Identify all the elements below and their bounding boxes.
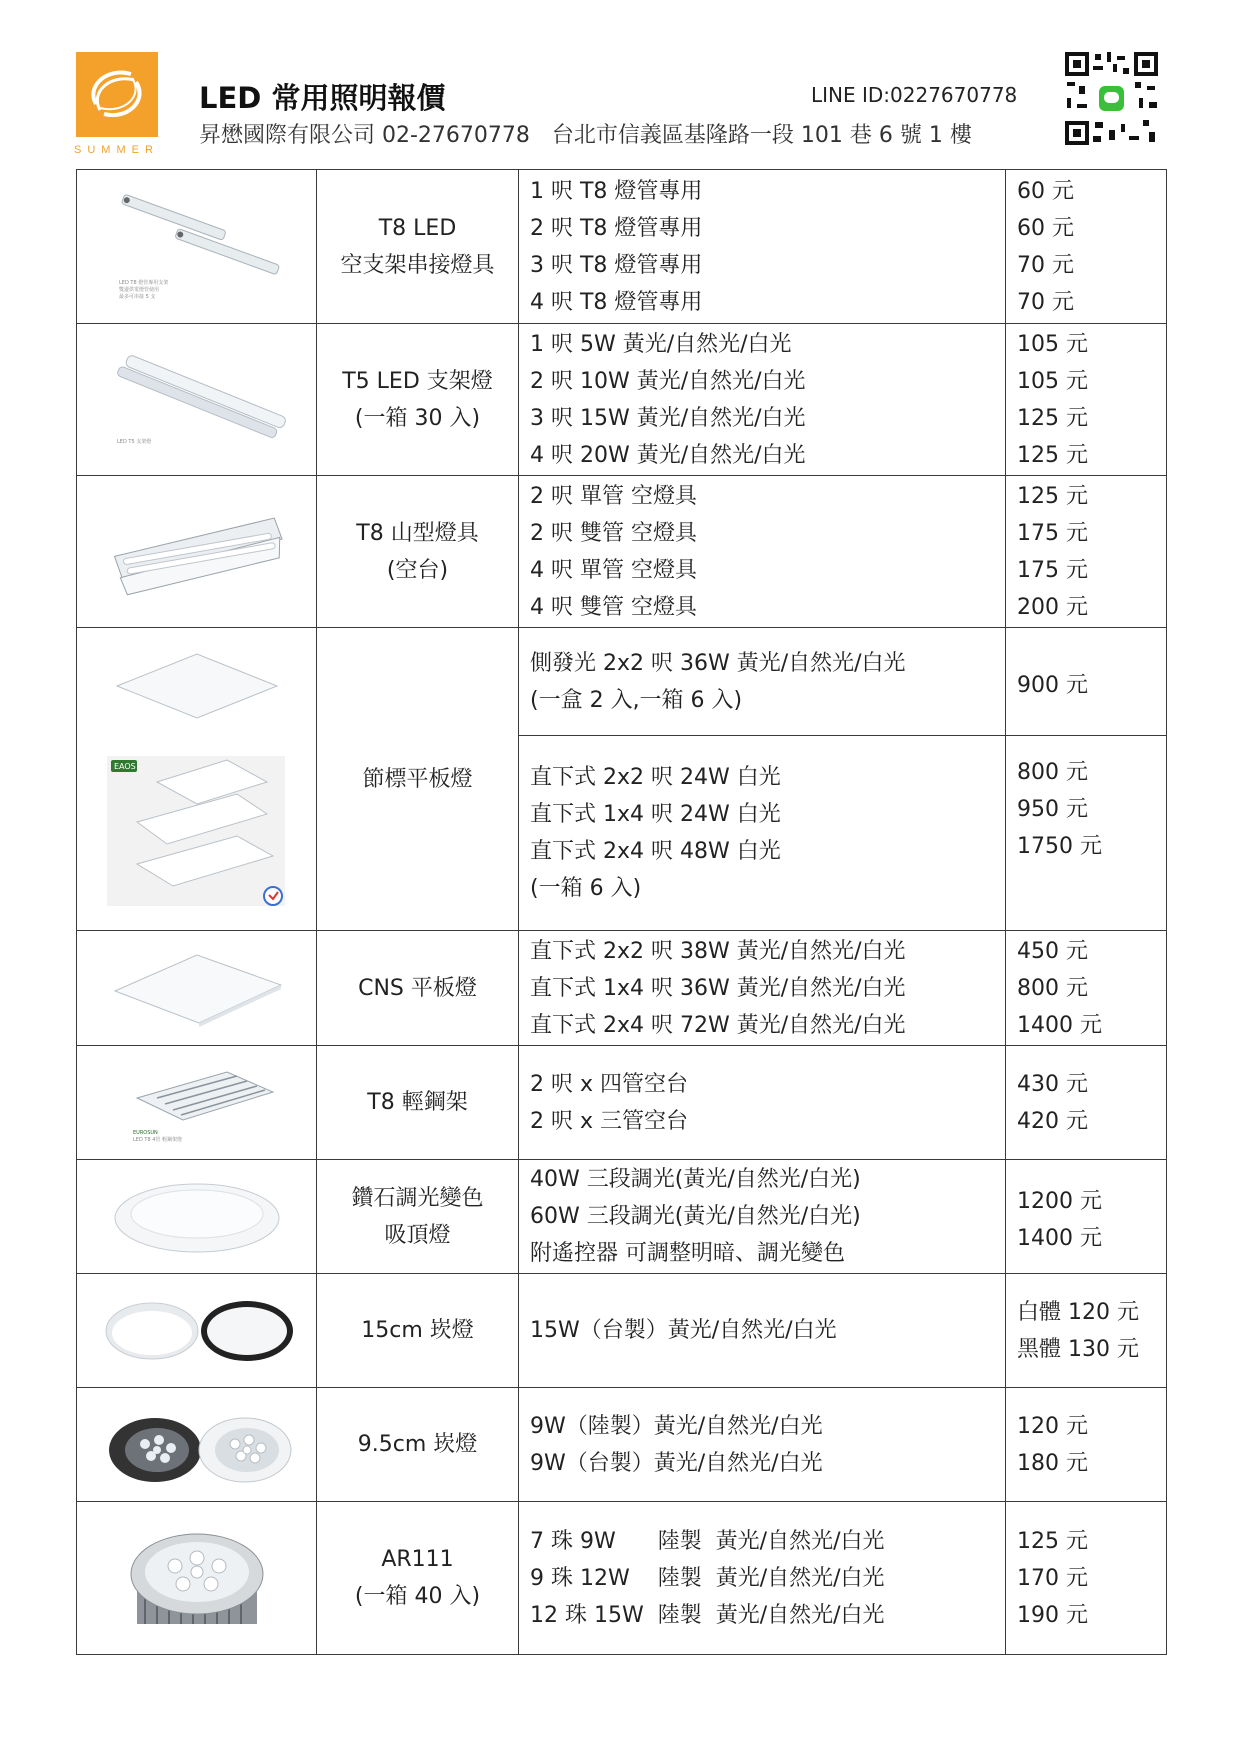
spec-cell: [519, 170, 1006, 324]
price-cell: [1006, 170, 1167, 324]
price-line: 125 元: [1017, 442, 1088, 468]
image-caption-line-2: 雙邊供電燈管使用: [118, 286, 159, 293]
price-line: 190 元: [1017, 1602, 1088, 1628]
line-id: LINE ID:0227670778: [811, 83, 1018, 107]
energy-label-panel-image: [97, 644, 297, 914]
summer-logo: [74, 50, 160, 160]
spec-cell: [519, 931, 1006, 1046]
t5-tube-light-image: [97, 345, 297, 455]
spec-line: 直下式 2x4 呎 48W 白光: [530, 839, 781, 864]
spec-line: 2 呎 單管 空燈具: [530, 483, 697, 509]
price-line: 1750 元: [1017, 834, 1102, 859]
spec-cell: [519, 1274, 1006, 1388]
line-qr-code-icon[interactable]: [1063, 50, 1160, 147]
table-row: [77, 628, 1167, 736]
product-name-line: AR111: [381, 1547, 454, 1572]
price-cell: [1006, 931, 1167, 1046]
spec-cell: [519, 1046, 1006, 1160]
t8-bracket-fixture-image: [97, 192, 297, 302]
product-name-cell: [317, 931, 519, 1046]
product-image-cell: [77, 1388, 317, 1502]
price-line: 70 元: [1017, 289, 1074, 315]
t8-mountain-fixture-image: [97, 502, 297, 602]
price-line: 420 元: [1017, 1108, 1088, 1134]
table-row: [77, 931, 1167, 1046]
product-name-line: 9.5cm 崁燈: [357, 1432, 478, 1457]
price-cell: [1006, 736, 1167, 931]
price-line: 黑體 130 元: [1017, 1336, 1139, 1362]
downlight-15cm-image: [97, 1291, 297, 1371]
price-line: 450 元: [1017, 938, 1088, 964]
price-line: 1400 元: [1017, 1012, 1102, 1038]
product-name-cell: [317, 1274, 519, 1388]
price-line: 125 元: [1017, 405, 1088, 431]
spec-line: 1 呎 T8 燈管專用: [530, 178, 703, 204]
spec-line: 側發光 2x2 呎 36W 黃光/自然光/白光: [530, 650, 906, 676]
price-line: 1400 元: [1017, 1226, 1102, 1251]
product-name-cell: [317, 628, 519, 931]
product-image-cell: [77, 1046, 317, 1160]
price-line: 175 元: [1017, 557, 1088, 583]
price-line: 70 元: [1017, 252, 1074, 278]
spec-line: 直下式 2x4 呎 72W 黃光/自然光/白光: [530, 1012, 906, 1038]
product-name-line: (空台): [386, 557, 449, 583]
spec-line: (一箱 6 入): [530, 876, 642, 901]
image-caption-line-2: LED T8 4管 輕鋼架燈: [132, 1136, 182, 1143]
product-name-line: T5 LED 支架燈: [342, 368, 493, 394]
price-line: 125 元: [1017, 1528, 1088, 1554]
spec-line: 9W（台製）黃光/自然光/白光: [530, 1450, 823, 1476]
product-name-line: 15cm 崁燈: [361, 1318, 474, 1343]
price-line: 105 元: [1017, 331, 1088, 357]
spec-line: 15W（台製）黃光/自然光/白光: [530, 1318, 837, 1343]
price-line: 125 元: [1017, 483, 1088, 509]
spec-line: 直下式 2x2 呎 38W 黃光/自然光/白光: [530, 938, 906, 964]
spec-line: 直下式 1x4 呎 36W 黃光/自然光/白光: [530, 975, 906, 1001]
product-name-line: 空支架串接燈具: [340, 252, 495, 278]
table-row: [77, 1274, 1167, 1388]
product-image-cell: [77, 476, 317, 628]
spec-line: 2 呎 x 三管空台: [530, 1108, 688, 1134]
table-row: [77, 324, 1167, 476]
product-name-cell: [317, 1160, 519, 1274]
image-caption-line-1: EUROSUN: [132, 1129, 158, 1136]
price-line: 800 元: [1017, 975, 1088, 1001]
price-line: 105 元: [1017, 368, 1088, 394]
product-name-line: T8 LED: [378, 215, 457, 241]
product-image-cell: [77, 628, 317, 931]
product-name-cell: [317, 1388, 519, 1502]
product-name-line: CNS 平板燈: [358, 975, 477, 1001]
price-cell: [1006, 324, 1167, 476]
product-image-cell: [77, 931, 317, 1046]
price-line: 1200 元: [1017, 1189, 1102, 1214]
product-name-line: 鑽石調光變色: [351, 1185, 484, 1211]
price-table: [76, 169, 1167, 1655]
table-row: [77, 476, 1167, 628]
spec-cell: [519, 476, 1006, 628]
spec-line: 9 珠 12W 陸製 黃光/自然光/白光: [530, 1565, 885, 1591]
product-name-line: 吸頂燈: [384, 1222, 451, 1248]
price-line: 180 元: [1017, 1450, 1088, 1476]
price-line: 200 元: [1017, 594, 1088, 620]
image-caption-line-3: 最多可串接 5 支: [118, 293, 155, 300]
price-line: 430 元: [1017, 1071, 1088, 1097]
t8-grid-troffer-image: [97, 1058, 297, 1148]
brand-label: EAOS: [113, 762, 136, 771]
spec-cell: [519, 1502, 1006, 1655]
cns-panel-image: [97, 943, 297, 1033]
diamond-ceiling-light-image: [97, 1172, 297, 1262]
price-line: 175 元: [1017, 520, 1088, 546]
spec-line: 1 呎 5W 黃光/自然光/白光: [530, 331, 792, 357]
table-row: [77, 1160, 1167, 1274]
table-row: [77, 1046, 1167, 1160]
product-name-line: (一箱 30 入): [354, 405, 481, 431]
price-cell: [1006, 1502, 1167, 1655]
price-cell: [1006, 628, 1167, 736]
spec-line: 4 呎 20W 黃光/自然光/白光: [530, 442, 806, 468]
product-name-cell: [317, 170, 519, 324]
spec-line: 40W 三段調光(黃光/自然光/白光): [530, 1167, 861, 1192]
energy-label-icon: [264, 887, 282, 905]
product-name-cell: [317, 1502, 519, 1655]
product-name-cell: [317, 324, 519, 476]
spec-line: 2 呎 10W 黃光/自然光/白光: [530, 368, 806, 394]
product-name-line: (一箱 40 入): [354, 1584, 481, 1609]
product-image-cell: [77, 1274, 317, 1388]
price-cell: [1006, 1046, 1167, 1160]
product-name-line: 節標平板燈: [362, 766, 473, 792]
price-cell: [1006, 1274, 1167, 1388]
product-name-cell: [317, 1046, 519, 1160]
spec-line: 7 珠 9W 陸製 黃光/自然光/白光: [530, 1528, 885, 1554]
image-caption-line-1: LED T8 燈管專用支架: [118, 279, 168, 286]
spec-line: 2 呎 x 四管空台: [530, 1071, 688, 1097]
product-name-line: T8 山型燈具: [356, 520, 479, 546]
price-line: 白體 120 元: [1017, 1299, 1139, 1325]
product-name-cell: [317, 476, 519, 628]
spec-line: (一盒 2 入,一箱 6 入): [530, 687, 743, 713]
price-line: 170 元: [1017, 1565, 1088, 1591]
spec-line: 60W 三段調光(黃光/自然光/白光): [530, 1204, 861, 1229]
ar111-lamp-image: [97, 1518, 297, 1638]
table-row: [77, 1502, 1167, 1655]
price-line: 950 元: [1017, 797, 1088, 822]
spec-line: 直下式 1x4 呎 24W 白光: [530, 802, 781, 827]
page-title: LED 常用照明報價: [199, 81, 446, 115]
spec-line: 2 呎 T8 燈管專用: [530, 215, 703, 241]
price-line: 60 元: [1017, 178, 1074, 204]
logo-word: SUMMER: [74, 144, 159, 156]
spec-cell: [519, 1388, 1006, 1502]
spec-cell: [519, 324, 1006, 476]
spec-line: 4 呎 T8 燈管專用: [530, 289, 703, 315]
spec-line: 4 呎 單管 空燈具: [530, 557, 697, 583]
price-line: 60 元: [1017, 215, 1074, 241]
price-line: 900 元: [1017, 672, 1088, 698]
table-row: [77, 170, 1167, 324]
spec-cell: [519, 1160, 1006, 1274]
spec-line: 9W（陸製）黃光/自然光/白光: [530, 1413, 823, 1439]
spec-line: 3 呎 15W 黃光/自然光/白光: [530, 405, 806, 431]
product-image-cell: [77, 1502, 317, 1655]
spec-line: 2 呎 雙管 空燈具: [530, 520, 697, 546]
price-cell: [1006, 476, 1167, 628]
product-name-line: T8 輕鋼架: [367, 1090, 468, 1115]
spec-cell: [519, 736, 1006, 931]
table-row: [77, 1388, 1167, 1502]
spec-line: 12 珠 15W 陸製 黃光/自然光/白光: [530, 1602, 885, 1628]
spec-line: 4 呎 雙管 空燈具: [530, 594, 697, 620]
company-info: 昇懋國際有限公司 02-27670778 台北市信義區基隆路一段 101 巷 6 號 1 樓: [199, 123, 972, 148]
spec-line: 附遙控器 可調整明暗、調光變色: [530, 1241, 845, 1266]
image-caption-line: LED T5 支架燈: [116, 438, 151, 445]
price-cell: [1006, 1388, 1167, 1502]
spec-cell: [519, 628, 1006, 736]
price-cell: [1006, 1160, 1167, 1274]
spec-line: 直下式 2x2 呎 24W 白光: [530, 765, 781, 790]
price-line: 120 元: [1017, 1413, 1088, 1439]
spec-line: 3 呎 T8 燈管專用: [530, 252, 703, 278]
product-image-cell: [77, 170, 317, 324]
product-image-cell: [77, 1160, 317, 1274]
price-line: 800 元: [1017, 760, 1088, 785]
product-image-cell: [77, 324, 317, 476]
downlight-9-5cm-image: [97, 1400, 297, 1490]
logo-mark-icon: [76, 52, 158, 137]
